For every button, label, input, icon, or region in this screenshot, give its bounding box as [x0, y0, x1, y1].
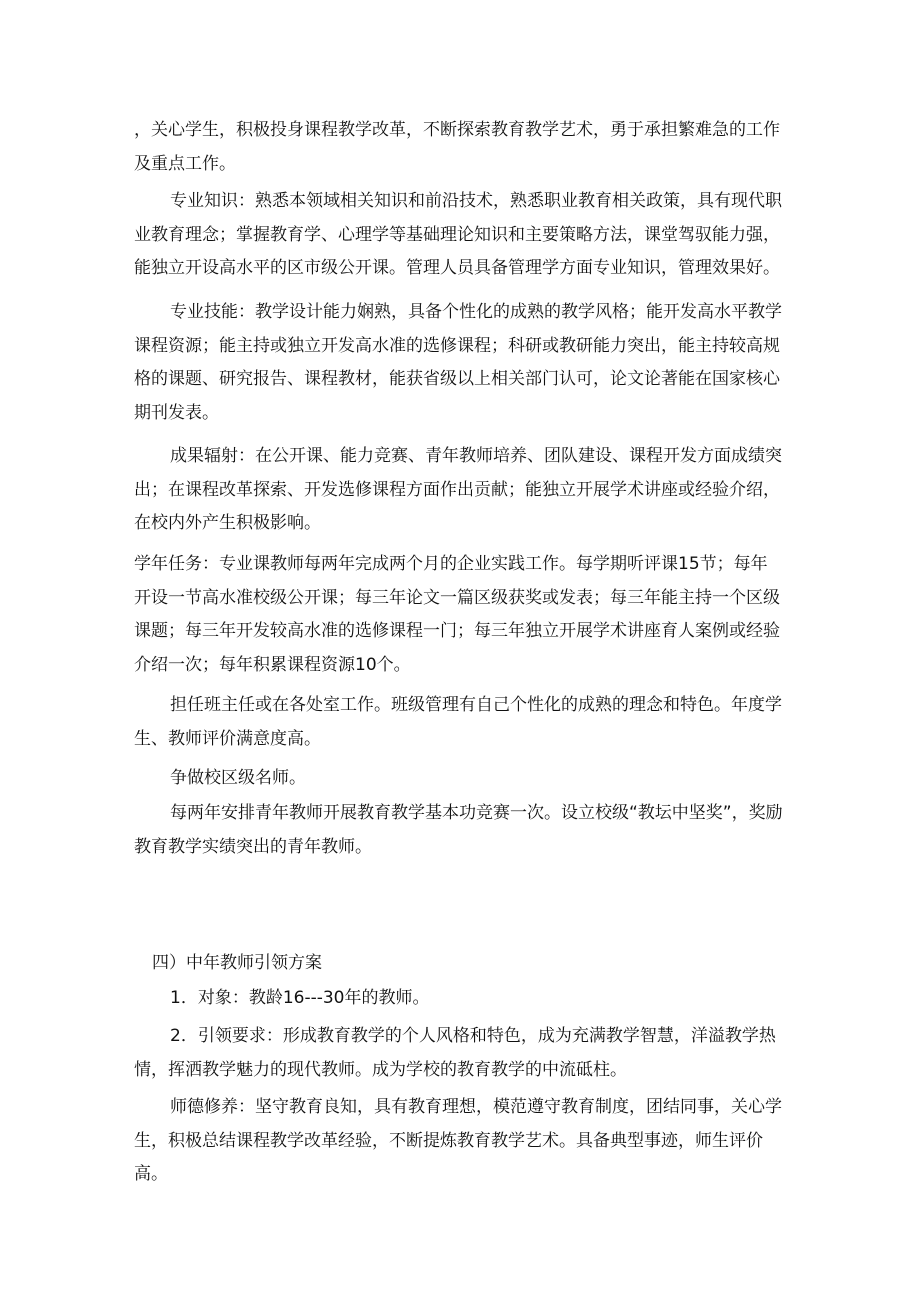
paragraph-famous-teacher: 争做校区级名师。: [170, 768, 306, 788]
paragraph-professional-knowledge: 专业知识：熟悉本领域相关知识和前沿技术，熟悉职业教育相关政策，具有现代职业教育理念；掌握教育学、心理学等基础理论知识和主要策略方法，课堂驾驭能力强，能独立开设高水平的区市级公开课。管理人员具备管理学方面专业知识，管理效果好。: [134, 191, 782, 278]
paragraph-professional-skills: 专业技能：教学设计能力娴熟，具备个性化的成熟的教学风格；能开发高水平教学课程资源；能主持或独立开发高水准的选修课程；科研或教研能力突出，能主持较高规格的课题、研究报告、课程教材，能获省级以上相关部门认可，论文论著能在国家核心期刊发表。: [134, 302, 782, 423]
paragraph-annual-tasks: 学年任务：专业课教师每两年完成两个月的企业实践工作。每学期听评课15节；每年开设一节高水准校级公开课；每三年论文一篇区级获奖或发表；每三年能主持一个区级课题；每三年开发较高水准的选修课程一门；每三年独立开展学术讲座育人案例或经验介绍一次；每年积累课程资源10个。: [134, 554, 780, 675]
paragraph-continuation: ，关心学生，积极投身课程教学改革，不断探索教育教学艺术，勇于承担繁难急的工作及重点工作。: [134, 120, 780, 174]
paragraph-class-teacher: 担任班主任或在各处室工作。班级管理有自己个性化的成熟的理念和特色。年度学生、教师评价满意度高。: [134, 695, 782, 749]
paragraph-ethics: 师德修养：坚守教育良知，具有教育理想，模范遵守教育制度，团结同事，关心学生，积极总结课程教学改革经验，不断提炼教育教学艺术。具备典型事迹，师生评价高。: [134, 1097, 782, 1184]
section-heading-middle-aged-teachers: 四）中年教师引领方案: [152, 953, 322, 973]
paragraph-target: 1．对象：教龄16---30年的教师。: [170, 988, 430, 1008]
paragraph-achievement-outreach: 成果辐射：在公开课、能力竞赛、青年教师培养、团队建设、课程开发方面成绩突出；在课程改革探索、开发选修课程方面作出贡献；能独立开展学术讲座或经验介绍，在校内外产生积极影响。: [134, 446, 782, 533]
paragraph-competition: 每两年安排青年教师开展教育教学基本功竞赛一次。设立校级“教坛中坚奖”，奖励教育教学实绩突出的青年教师。: [134, 803, 783, 857]
paragraph-requirements: 2．引领要求：形成教育教学的个人风格和特色，成为充满教学智慧，洋溢教学热情，挥洒教学魅力的现代教师。成为学校的教育教学的中流砥柱。: [134, 1026, 776, 1080]
